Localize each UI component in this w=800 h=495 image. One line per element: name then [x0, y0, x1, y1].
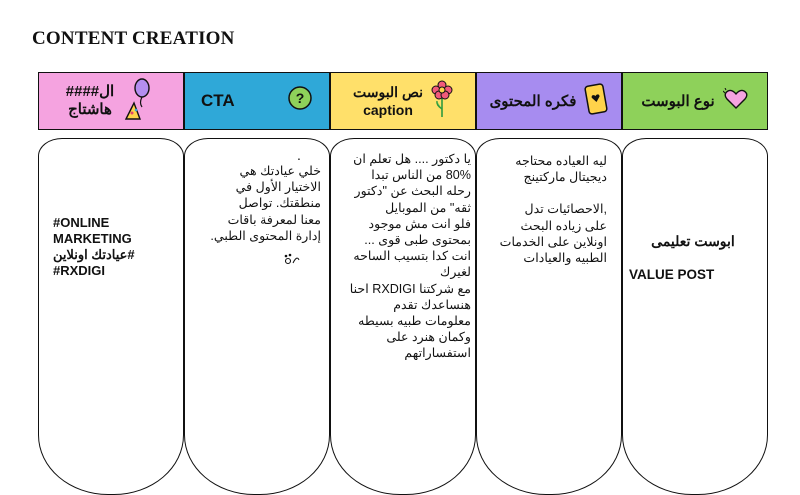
idea-header-label: فكره المحتوى	[489, 93, 577, 110]
idea-line: الطبيه والعيادات	[523, 251, 607, 266]
idea-header	[476, 72, 622, 130]
caption-line: مع شركتنا RXDIGI احنا	[349, 281, 471, 296]
caption-line: 80% من الناس تبدا	[371, 168, 471, 183]
cta-line: منطقتك. تواصل	[238, 196, 321, 211]
question-bubble-icon	[285, 84, 315, 119]
hashtag-header-line2: هاشتاج	[68, 101, 112, 118]
caption-header	[330, 72, 476, 130]
hashtag-line: MARKETING	[53, 231, 132, 246]
hashtag-body	[38, 138, 184, 495]
caption-line: بمحتوى طبى قوى ...	[364, 233, 471, 248]
caption-line: معلومات طبيه بسيطه	[358, 314, 471, 329]
post-type-body	[622, 138, 768, 495]
idea-line: على زياده البحث	[520, 218, 607, 233]
caption-line: وكمان هنرد على	[386, 330, 471, 345]
post-type-line1: ابوست تعليمى	[651, 233, 735, 249]
idea-line: اونلاين على الخدمات	[499, 234, 607, 249]
hashtag-line: #عيادتك اونلاين	[53, 247, 135, 262]
hashtag-header-line1: ال####	[65, 83, 115, 100]
caption-body	[330, 138, 476, 495]
idea-line: ليه العياده محتاجه	[515, 154, 607, 168]
caption-header-line2: caption	[363, 102, 413, 118]
hashtag-header	[38, 72, 184, 130]
cta-line: إدارة المحتوى الطبي.	[210, 228, 321, 243]
caption-line: رحله البحث عن "دكتور	[354, 184, 471, 199]
idea-line: ,الاحصائيات تدل	[524, 202, 607, 217]
svg-text:?: ?	[295, 89, 305, 106]
cta-line: خلي عيادتك هي	[239, 164, 321, 178]
page-title: CONTENT CREATION	[32, 28, 235, 49]
cta-header-label: CTA	[201, 91, 235, 110]
caption-line: يا دكتور .... هل تعلم ان	[353, 152, 471, 166]
caption-line: لغيرك	[439, 265, 471, 280]
post-type-line2: VALUE POST	[629, 267, 715, 282]
caption-line: انت كدا بتسيب الساحه	[353, 249, 471, 264]
phone-heart-icon	[584, 82, 608, 121]
hashtag-line: #RXDIGI	[53, 263, 106, 278]
idea-body	[476, 138, 622, 495]
caption-line: فلو انت مش موجود	[368, 216, 471, 231]
cta-line: الاختيار الأول في	[235, 180, 321, 195]
caption-line: هنساعدك تقدم	[393, 297, 471, 312]
heart-icon	[723, 88, 749, 115]
cta-header	[184, 72, 330, 130]
caption-header-line1: نص البوست	[352, 84, 424, 100]
caption-line: ثقه" من الموبايل	[385, 200, 471, 215]
cta-body	[184, 138, 330, 495]
idea-line: ديجيتال ماركتينج	[523, 170, 607, 185]
hashtag-line: #ONLINE	[53, 215, 110, 230]
party-balloon-icon	[122, 77, 156, 126]
paw-doodle-icon	[283, 251, 301, 272]
cta-dot: .	[297, 147, 301, 163]
post-type-header	[622, 72, 768, 130]
post-type-header-label: نوع البوست	[641, 93, 715, 110]
cta-line: معنا لمعرفة باقات	[227, 212, 321, 227]
caption-line: استفساراتهم	[404, 346, 471, 361]
flower-icon	[431, 79, 453, 124]
idea-line	[483, 185, 607, 201]
